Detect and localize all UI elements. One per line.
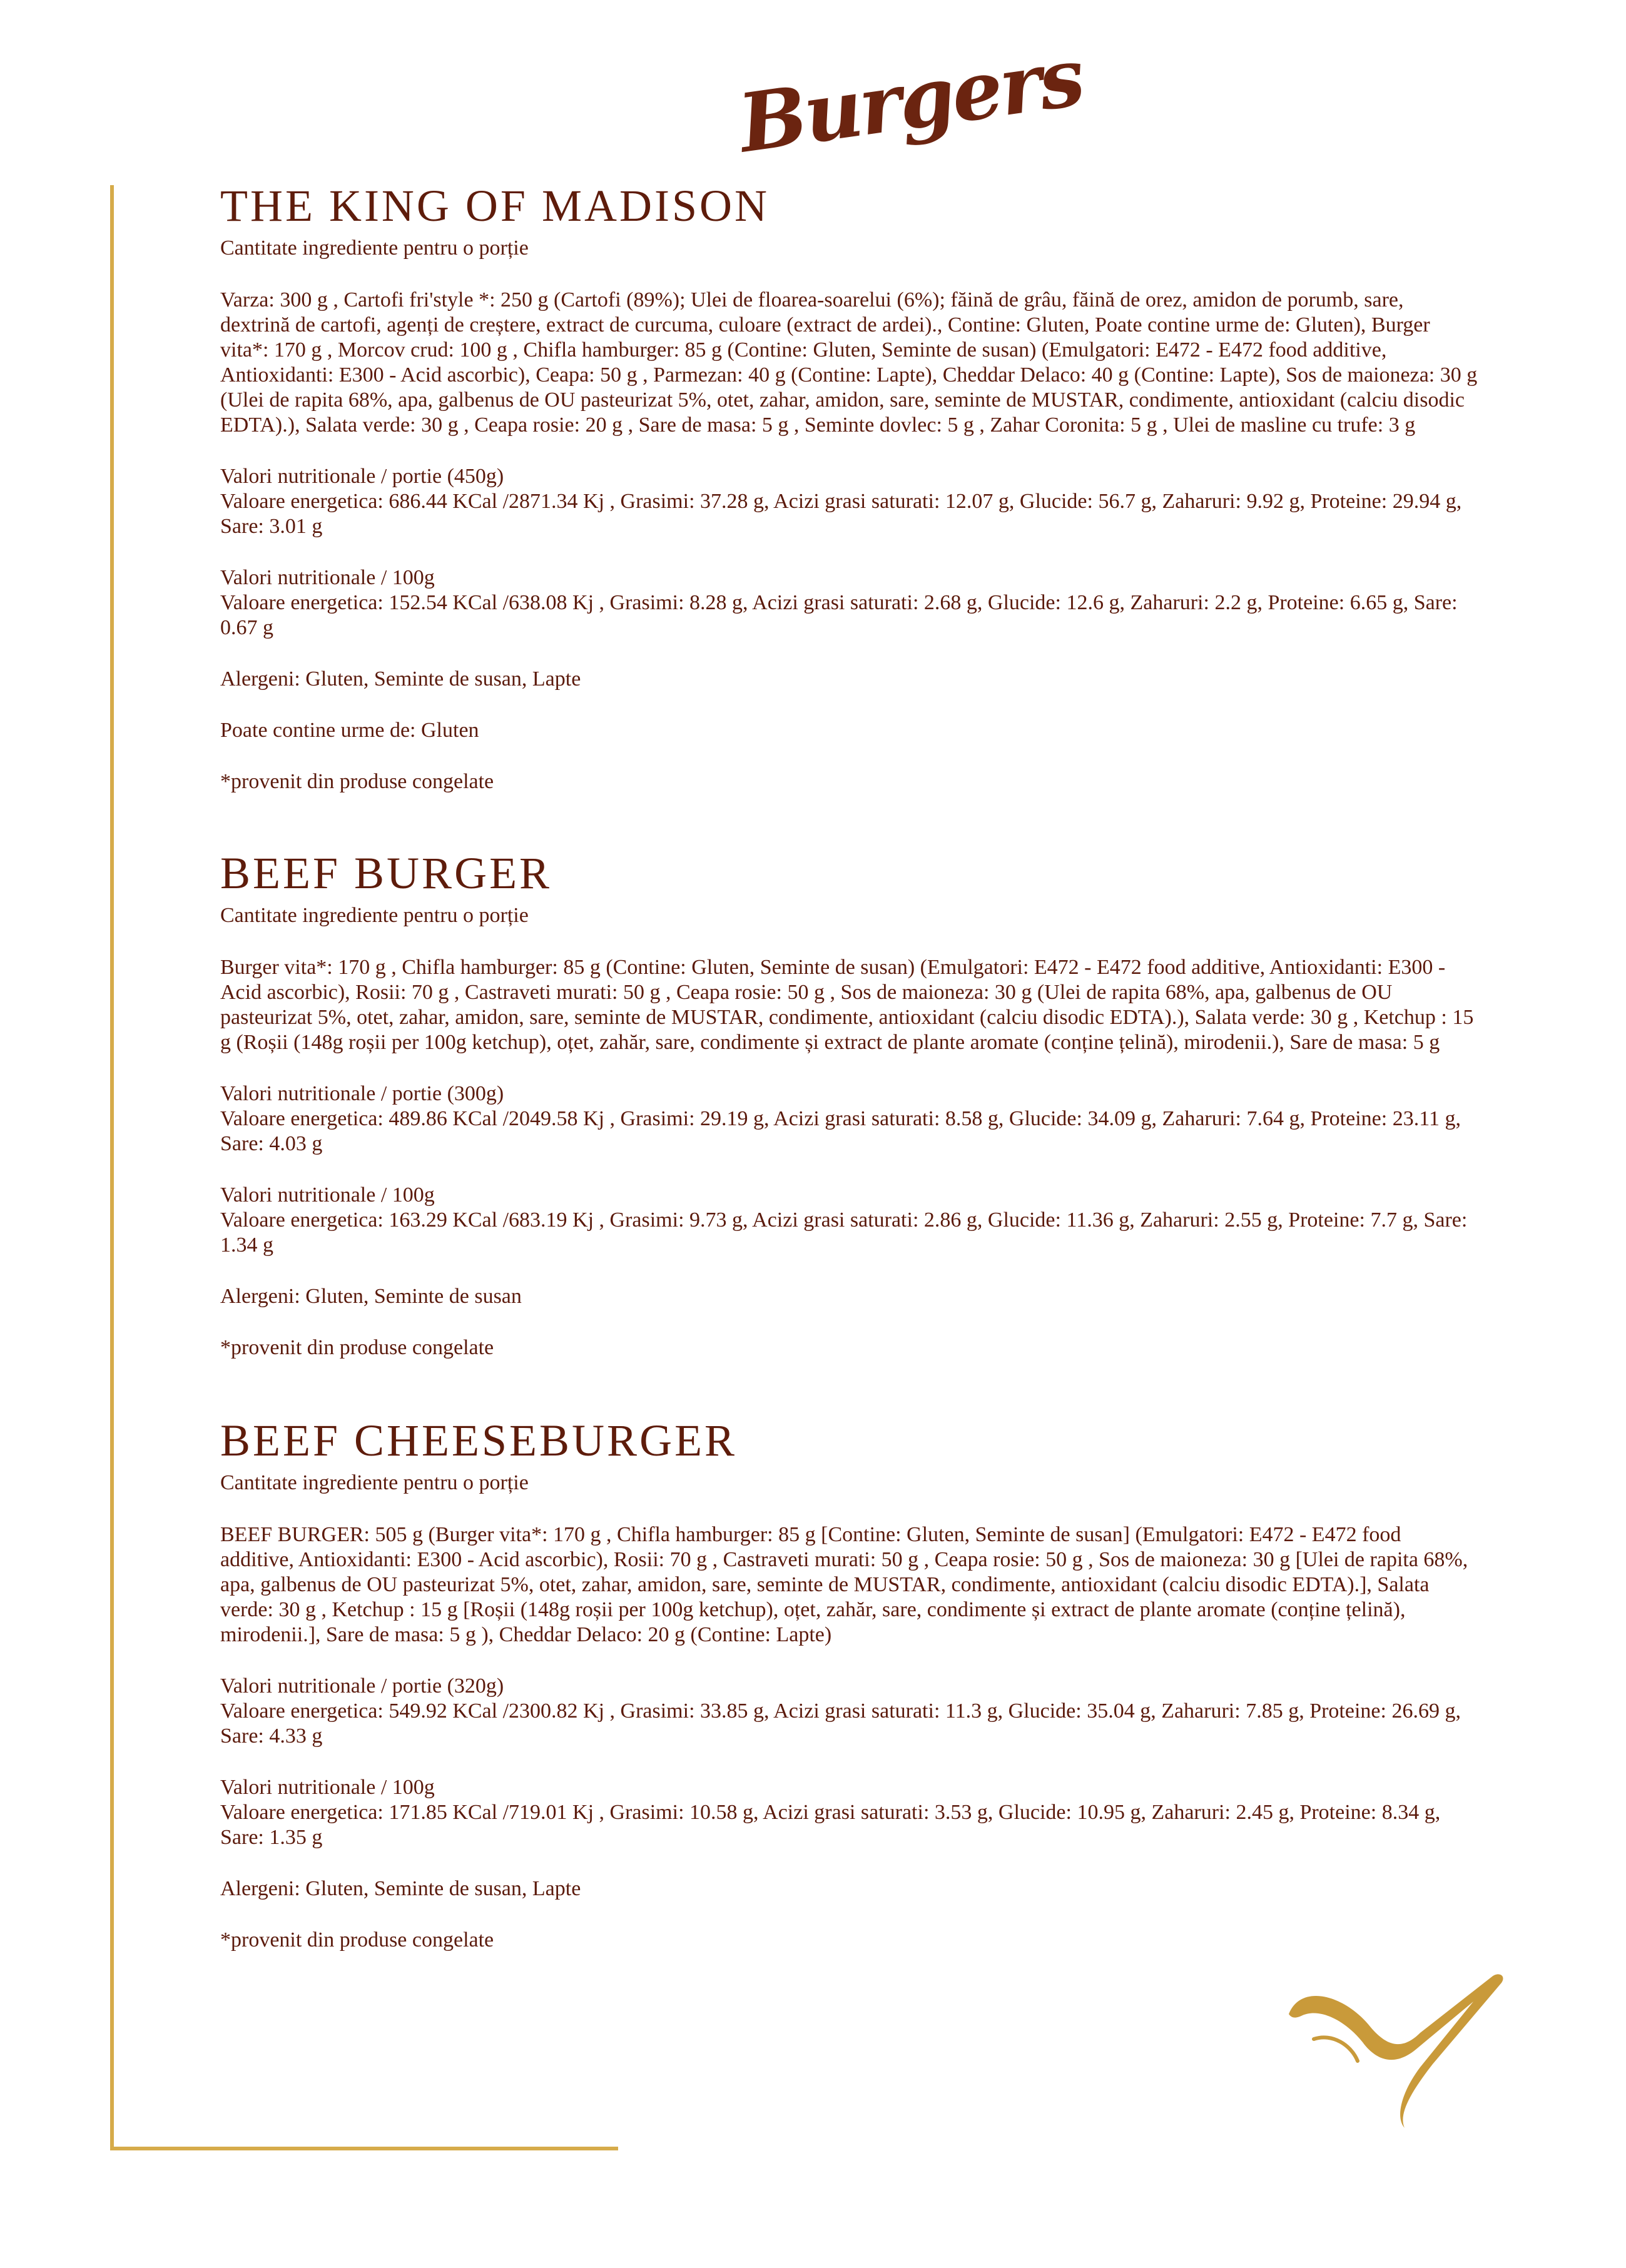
portion-subtitle: Cantitate ingrediente pentru o porție xyxy=(220,236,529,260)
gold-script-monogram-icon xyxy=(1276,1958,1539,2145)
nutrition-100g-title: Valori nutritionale / 100g xyxy=(220,1776,435,1799)
nutrition-100g-values: Valoare energetica: 171.85 KCal /719.01 Kj , Grasimi: 10.58 g, Acizi grasi saturati: 3.53 g, Glucide: 10.95 g, Zaharuri: 2.45 g, Proteine: 8.34 g, Sare: 1.35 g xyxy=(220,1801,1441,1849)
frozen-note: *provenit din produse congelate xyxy=(220,770,494,793)
portion-subtitle: Cantitate ingrediente pentru o porție xyxy=(220,904,529,927)
product-title: THE KING OF MADISON xyxy=(220,181,770,231)
nutrition-portion-title: Valori nutritionale / portie (320g) xyxy=(220,1674,504,1698)
nutrition-portion-values: Valoare energetica: 686.44 KCal /2871.34 Kj , Grasimi: 37.28 g, Acizi grasi saturati: 12.07 g, Glucide: 56.7 g, Zaharuri: 9.92 g, Proteine: 29.94 g, Sare: 3.01 g xyxy=(220,490,1462,538)
ingredients-text: BEEF BURGER: 505 g (Burger vita*: 170 g , Chifla hamburger: 85 g [Contine: Gluten, Seminte de susan] (Emulgatori: E472 - E472 food additive, Antioxidanti: E300 - Acid ascorbic), Rosii: 70 g , Castraveti murati: 50 g , Ceapa rosie: 50 g , Sos de maioneza: 30 g [Ulei de rapita 68%, apa, galbenus de OU pasteurizat 5%, otet, zahar, amidon, sare, seminte de MUSTAR, condimente, antioxidant (calciu disodic EDTA).], Salata verde: 30 g , Ketchup : 15 g [Roșii (148g roșii per 100g ketchup), oțet, zahăr, sare, condimente și extract de plante aromate (conține țelină), mirodenii.], Sare de masa: 5 g ), Cheddar Delaco: 20 g (Contine: Lapte) xyxy=(220,1523,1468,1646)
frame-left-border xyxy=(110,185,114,2149)
category-title: Burgers xyxy=(733,30,1088,171)
nutrition-portion-title: Valori nutritionale / portie (300g) xyxy=(220,1082,504,1105)
nutrition-100g-title: Valori nutritionale / 100g xyxy=(220,566,435,589)
nutrition-100g-title: Valori nutritionale / 100g xyxy=(220,1183,435,1207)
product-title: BEEF CHEESEBURGER xyxy=(220,1415,738,1466)
product-title: BEEF BURGER xyxy=(220,848,552,898)
nutrition-portion-values: Valoare energetica: 549.92 KCal /2300.82 Kj , Grasimi: 33.85 g, Acizi grasi saturati: 11.3 g, Glucide: 35.04 g, Zaharuri: 7.85 g, Proteine: 26.69 g, Sare: 4.33 g xyxy=(220,1699,1461,1748)
nutrition-portion-values: Valoare energetica: 489.86 KCal /2049.58 Kj , Grasimi: 29.19 g, Acizi grasi saturati: 8.58 g, Glucide: 34.09 g, Zaharuri: 7.64 g, Proteine: 23.11 g, Sare: 4.03 g xyxy=(220,1107,1461,1155)
frame-bottom-border xyxy=(110,2147,618,2150)
product-section xyxy=(220,1414,1478,1953)
allergens-text: Alergeni: Gluten, Seminte de susan xyxy=(220,1285,522,1308)
ingredients-text: Varza: 300 g , Cartofi fri'style *: 250 g (Cartofi (89%); Ulei de floarea-soarelui (6%); făină de grâu, făină de orez, amidon de porumb, sare, dextrină de cartofi, agenți de creștere, extract de curcuma, culoare (extract de ardei)., Contine: Gluten, Poate contine urme de: Gluten), Burger vita*: 170 g , Morcov crud: 100 g , Chifla hamburger: 85 g (Contine: Gluten, Seminte de susan) (Emulgatori: E472 - E472 food additive, Antioxidanti: E300 - Acid ascorbic), Ceapa: 50 g , Parmezan: 40 g (Contine: Lapte), Cheddar Delaco: 40 g (Contine: Lapte), Sos de maioneza: 30 g (Ulei de rapita 68%, apa, galbenus de OU pasteurizat 5%, otet, zahar, amidon, sare, seminte de MUSTAR, condimente, antioxidant (calciu disodic EDTA).), Salata verde: 30 g , Ceapa rosie: 20 g , Sare de masa: 5 g , Seminte dovlec: 5 g , Zahar Coronita: 5 g , Ulei de masline cu trufe: 3 g xyxy=(220,288,1478,437)
nutrition-100g-values: Valoare energetica: 163.29 KCal /683.19 Kj , Grasimi: 9.73 g, Acizi grasi saturati: 2.86 g, Glucide: 11.36 g, Zaharuri: 2.55 g, Proteine: 7.7 g, Sare: 1.34 g xyxy=(220,1208,1468,1257)
nutrition-portion-title: Valori nutritionale / portie (450g) xyxy=(220,465,504,488)
traces-text: Poate contine urme de: Gluten xyxy=(220,719,479,742)
nutrition-100g-values: Valoare energetica: 152.54 KCal /638.08 Kj , Grasimi: 8.28 g, Acizi grasi saturati: 2.68 g, Glucide: 12.6 g, Zaharuri: 2.2 g, Proteine: 6.65 g, Sare: 0.67 g xyxy=(220,591,1458,639)
ingredients-text: Burger vita*: 170 g , Chifla hamburger: 85 g (Contine: Gluten, Seminte de susan) (Emulgatori: E472 - E472 food additive, Antioxidanti: E300 - Acid ascorbic), Rosii: 70 g , Castraveti murati: 50 g , Ceapa rosie: 50 g , Sos de maioneza: 30 g (Ulei de rapita 68%, apa, galbenus de OU pasteurizat 5%, otet, zahar, amidon, sare, seminte de MUSTAR, condimente, antioxidant (calciu disodic EDTA).), Salata verde: 30 g , Ketchup : 15 g (Roșii (148g roșii per 100g ketchup), oțet, zahăr, sare, condimente și extract de plante aromate (conține țelină), mirodenii.), Sare de masa: 5 g xyxy=(220,956,1474,1054)
allergens-text: Alergeni: Gluten, Seminte de susan, Lapte xyxy=(220,1877,581,1900)
product-section xyxy=(220,179,1478,794)
frozen-note: *provenit din produse congelate xyxy=(220,1928,494,1952)
portion-subtitle: Cantitate ingrediente pentru o porție xyxy=(220,1471,529,1494)
product-section xyxy=(220,846,1478,1360)
frozen-note: *provenit din produse congelate xyxy=(220,1336,494,1359)
allergens-text: Alergeni: Gluten, Seminte de susan, Lapte xyxy=(220,667,581,691)
